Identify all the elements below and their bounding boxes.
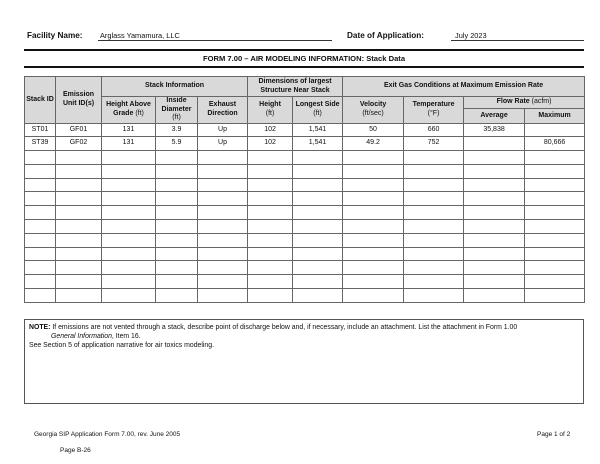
- table-cell-longest-side[interactable]: [293, 206, 343, 220]
- table-row: [25, 206, 585, 220]
- table-cell-flow-avg[interactable]: [464, 220, 525, 234]
- table-cell-flow-avg[interactable]: [464, 275, 525, 289]
- table-cell-unit[interactable]: GF02: [56, 137, 102, 151]
- table-cell-temperature[interactable]: 752: [404, 137, 464, 151]
- note-label: NOTE:: [29, 324, 51, 331]
- table-cell-velocity[interactable]: [343, 261, 404, 275]
- table-cell-temperature[interactable]: [404, 164, 464, 178]
- table-cell-velocity[interactable]: [343, 192, 404, 206]
- footer-form-revision: Georgia SIP Application Form 7.00, rev. June 2005: [34, 431, 181, 438]
- table-cell-height-grade[interactable]: 131: [102, 137, 156, 151]
- table-row: [25, 137, 585, 151]
- table-cell-flow-avg[interactable]: [464, 164, 525, 178]
- table-cell-flow-avg[interactable]: [464, 233, 525, 247]
- footer-page-code: Page B-26: [60, 447, 91, 454]
- table-cell-stack-id[interactable]: [25, 261, 56, 275]
- table-cell-height-grade[interactable]: [102, 247, 156, 261]
- table-cell-temperature[interactable]: [404, 220, 464, 234]
- table-cell-direction[interactable]: [198, 151, 248, 165]
- table-cell-flow-avg[interactable]: [464, 206, 525, 220]
- table-cell-velocity[interactable]: [343, 275, 404, 289]
- table-cell-flow-max[interactable]: [525, 178, 585, 192]
- table-cell-flow-avg[interactable]: [464, 247, 525, 261]
- note-text: If emissions are not vented through a stack, describe point of discharge below and, if necessary, include an attachment. List the attachment in Form 1.00: [50, 324, 518, 331]
- table-cell-struct-height[interactable]: [248, 151, 293, 165]
- col-structure-height: Height (ft): [248, 97, 293, 124]
- table-cell-stack-id[interactable]: ST01: [25, 123, 56, 137]
- table-cell-unit[interactable]: [56, 192, 102, 206]
- table-cell-longest-side[interactable]: [293, 151, 343, 165]
- table-cell-velocity[interactable]: [343, 164, 404, 178]
- table-cell-diameter[interactable]: [156, 261, 198, 275]
- table-cell-longest-side[interactable]: [293, 261, 343, 275]
- table-cell-flow-avg[interactable]: [464, 192, 525, 206]
- table-cell-unit[interactable]: GF01: [56, 123, 102, 137]
- table-row: [25, 247, 585, 261]
- date-of-application-field[interactable]: July 2023: [451, 31, 584, 41]
- table-cell-flow-max[interactable]: [525, 261, 585, 275]
- table-cell-struct-height[interactable]: [248, 247, 293, 261]
- table-cell-flow-avg[interactable]: [464, 261, 525, 275]
- table-cell-height-grade[interactable]: [102, 164, 156, 178]
- table-row: [25, 261, 585, 275]
- table-cell-flow-max[interactable]: [525, 289, 585, 303]
- table-cell-temperature[interactable]: [404, 192, 464, 206]
- col-stack-id: Stack ID: [25, 77, 56, 124]
- col-group-dimensions: Dimensions of largest Structure Near Stack: [248, 77, 343, 97]
- table-cell-stack-id[interactable]: [25, 289, 56, 303]
- table-cell-longest-side[interactable]: [293, 192, 343, 206]
- table-cell-unit[interactable]: [56, 247, 102, 261]
- table-cell-longest-side[interactable]: [293, 289, 343, 303]
- table-cell-flow-max[interactable]: [525, 192, 585, 206]
- stack-data-table: [24, 76, 585, 303]
- table-cell-direction[interactable]: [198, 289, 248, 303]
- table-cell-temperature[interactable]: [404, 151, 464, 165]
- table-cell-direction[interactable]: [198, 206, 248, 220]
- table-cell-longest-side[interactable]: [293, 275, 343, 289]
- table-row: [25, 192, 585, 206]
- table-cell-height-grade[interactable]: [102, 151, 156, 165]
- table-cell-flow-avg[interactable]: [464, 137, 525, 151]
- table-cell-struct-height[interactable]: [248, 164, 293, 178]
- table-cell-longest-side[interactable]: 1,541: [293, 137, 343, 151]
- table-cell-velocity[interactable]: [343, 206, 404, 220]
- table-cell-direction[interactable]: [198, 220, 248, 234]
- table-cell-diameter[interactable]: [156, 192, 198, 206]
- note-form-reference: General Information: [51, 333, 112, 340]
- table-cell-stack-id[interactable]: [25, 220, 56, 234]
- col-inside-diameter: Inside Diameter (ft): [156, 97, 198, 124]
- table-cell-stack-id[interactable]: [25, 247, 56, 261]
- table-cell-flow-max[interactable]: [525, 164, 585, 178]
- table-cell-diameter[interactable]: [156, 275, 198, 289]
- table-row: [25, 289, 585, 303]
- table-cell-direction[interactable]: [198, 233, 248, 247]
- table-cell-direction[interactable]: [198, 261, 248, 275]
- table-cell-velocity[interactable]: [343, 233, 404, 247]
- table-cell-stack-id[interactable]: [25, 151, 56, 165]
- table-cell-flow-avg[interactable]: [464, 289, 525, 303]
- table-cell-direction[interactable]: [198, 192, 248, 206]
- table-row: [25, 233, 585, 247]
- table-cell-temperature[interactable]: [404, 275, 464, 289]
- title-rule-top: [24, 49, 584, 51]
- col-exhaust-direction: Exhaust Direction: [198, 97, 248, 124]
- table-cell-struct-height[interactable]: [248, 192, 293, 206]
- note-entry: See Section 5 of application narrative for air toxics modeling.: [29, 342, 214, 349]
- table-cell-flow-avg[interactable]: 35,838: [464, 123, 525, 137]
- table-cell-flow-max[interactable]: [525, 233, 585, 247]
- table-cell-longest-side[interactable]: [293, 220, 343, 234]
- table-cell-velocity[interactable]: 49.2: [343, 137, 404, 151]
- col-emission-unit: Emission Unit ID(s): [56, 77, 102, 124]
- footer-page-of: Page 1 of 2: [537, 431, 571, 438]
- table-cell-longest-side[interactable]: [293, 247, 343, 261]
- title-rule-bottom: [24, 66, 584, 68]
- facility-name-label: Facility Name:: [27, 31, 83, 40]
- table-cell-temperature[interactable]: [404, 261, 464, 275]
- date-of-application-label: Date of Application:: [347, 31, 425, 40]
- table-cell-stack-id[interactable]: [25, 206, 56, 220]
- table-cell-temperature[interactable]: 660: [404, 123, 464, 137]
- table-cell-unit[interactable]: [56, 275, 102, 289]
- table-cell-velocity[interactable]: 50: [343, 123, 404, 137]
- table-cell-diameter[interactable]: [156, 220, 198, 234]
- table-cell-diameter[interactable]: [156, 151, 198, 165]
- table-cell-unit[interactable]: [56, 206, 102, 220]
- table-cell-direction[interactable]: [198, 178, 248, 192]
- table-cell-longest-side[interactable]: [293, 164, 343, 178]
- table-cell-struct-height[interactable]: 102: [248, 123, 293, 137]
- table-row: [25, 123, 585, 137]
- col-flow-maximum: Maximum: [525, 109, 585, 123]
- table-row: [25, 178, 585, 192]
- table-cell-flow-max[interactable]: [525, 151, 585, 165]
- table-cell-stack-id[interactable]: [25, 233, 56, 247]
- table-cell-diameter[interactable]: [156, 233, 198, 247]
- table-cell-struct-height[interactable]: [248, 178, 293, 192]
- table-cell-flow-max[interactable]: [525, 206, 585, 220]
- table-cell-temperature[interactable]: [404, 178, 464, 192]
- table-cell-temperature[interactable]: [404, 289, 464, 303]
- table-cell-flow-max[interactable]: 80,666: [525, 137, 585, 151]
- table-cell-diameter[interactable]: [156, 289, 198, 303]
- table-cell-longest-side[interactable]: [293, 233, 343, 247]
- table-cell-height-grade[interactable]: [102, 220, 156, 234]
- table-cell-diameter[interactable]: [156, 164, 198, 178]
- table-cell-flow-max[interactable]: [525, 275, 585, 289]
- table-cell-height-grade[interactable]: [102, 178, 156, 192]
- table-cell-struct-height[interactable]: [248, 220, 293, 234]
- col-height-above-grade: Height Above Grade (ft): [102, 97, 156, 124]
- col-temperature: Temperature (°F): [404, 97, 464, 124]
- table-cell-flow-max[interactable]: [525, 220, 585, 234]
- table-cell-velocity[interactable]: [343, 151, 404, 165]
- table-cell-direction[interactable]: Up: [198, 137, 248, 151]
- table-cell-stack-id[interactable]: [25, 192, 56, 206]
- table-cell-struct-height[interactable]: [248, 275, 293, 289]
- table-cell-height-grade[interactable]: [102, 275, 156, 289]
- table-cell-temperature[interactable]: [404, 233, 464, 247]
- table-cell-struct-height[interactable]: [248, 261, 293, 275]
- table-cell-unit[interactable]: [56, 164, 102, 178]
- facility-name-field[interactable]: Arglass Yamamura, LLC: [98, 31, 332, 41]
- table-cell-stack-id[interactable]: ST39: [25, 137, 56, 151]
- table-row: [25, 275, 585, 289]
- table-row: [25, 164, 585, 178]
- table-cell-velocity[interactable]: [343, 247, 404, 261]
- table-cell-direction[interactable]: Up: [198, 123, 248, 137]
- table-cell-direction[interactable]: [198, 164, 248, 178]
- table-cell-struct-height[interactable]: [248, 289, 293, 303]
- table-cell-stack-id[interactable]: [25, 178, 56, 192]
- note-box[interactable]: [24, 319, 584, 404]
- table-cell-unit[interactable]: [56, 151, 102, 165]
- table-cell-struct-height[interactable]: [248, 233, 293, 247]
- table-cell-unit[interactable]: [56, 261, 102, 275]
- table-cell-stack-id[interactable]: [25, 275, 56, 289]
- col-group-exit-gas: Exit Gas Conditions at Maximum Emission Rate: [343, 77, 585, 97]
- table-row: [25, 151, 585, 165]
- table-cell-diameter[interactable]: 3.9: [156, 123, 198, 137]
- table-cell-diameter[interactable]: [156, 247, 198, 261]
- col-velocity: Velocity (ft/sec): [343, 97, 404, 124]
- table-cell-unit[interactable]: [56, 233, 102, 247]
- table-cell-height-grade[interactable]: [102, 289, 156, 303]
- table-cell-temperature[interactable]: [404, 206, 464, 220]
- note-item-reference: , Item 16.: [111, 333, 141, 340]
- table-row: [25, 220, 585, 234]
- table-cell-unit[interactable]: [56, 220, 102, 234]
- table-cell-stack-id[interactable]: [25, 164, 56, 178]
- table-cell-height-grade[interactable]: [102, 206, 156, 220]
- table-cell-unit[interactable]: [56, 289, 102, 303]
- table-cell-flow-avg[interactable]: [464, 178, 525, 192]
- table-cell-direction[interactable]: [198, 275, 248, 289]
- table-cell-height-grade[interactable]: [102, 261, 156, 275]
- table-cell-flow-max[interactable]: [525, 247, 585, 261]
- table-cell-velocity[interactable]: [343, 178, 404, 192]
- table-cell-temperature[interactable]: [404, 247, 464, 261]
- col-longest-side: Longest Side (ft): [293, 97, 343, 124]
- table-cell-diameter[interactable]: [156, 206, 198, 220]
- table-cell-height-grade[interactable]: 131: [102, 123, 156, 137]
- table-cell-velocity[interactable]: [343, 220, 404, 234]
- table-cell-struct-height[interactable]: [248, 206, 293, 220]
- table-cell-longest-side[interactable]: 1,541: [293, 123, 343, 137]
- table-cell-direction[interactable]: [198, 247, 248, 261]
- table-cell-flow-avg[interactable]: [464, 151, 525, 165]
- table-cell-longest-side[interactable]: [293, 178, 343, 192]
- table-cell-struct-height[interactable]: 102: [248, 137, 293, 151]
- col-group-flow-rate: Flow Rate (acfm): [464, 97, 585, 109]
- table-cell-height-grade[interactable]: [102, 233, 156, 247]
- col-flow-average: Average: [464, 109, 525, 123]
- table-cell-height-grade[interactable]: [102, 192, 156, 206]
- form-title: FORM 7.00 – AIR MODELING INFORMATION: Stack Data: [202, 54, 406, 63]
- table-cell-diameter[interactable]: [156, 178, 198, 192]
- table-cell-flow-max[interactable]: [525, 123, 585, 137]
- table-cell-velocity[interactable]: [343, 289, 404, 303]
- table-cell-diameter[interactable]: 5.9: [156, 137, 198, 151]
- col-group-stack-info: Stack Information: [102, 77, 248, 97]
- table-cell-unit[interactable]: [56, 178, 102, 192]
